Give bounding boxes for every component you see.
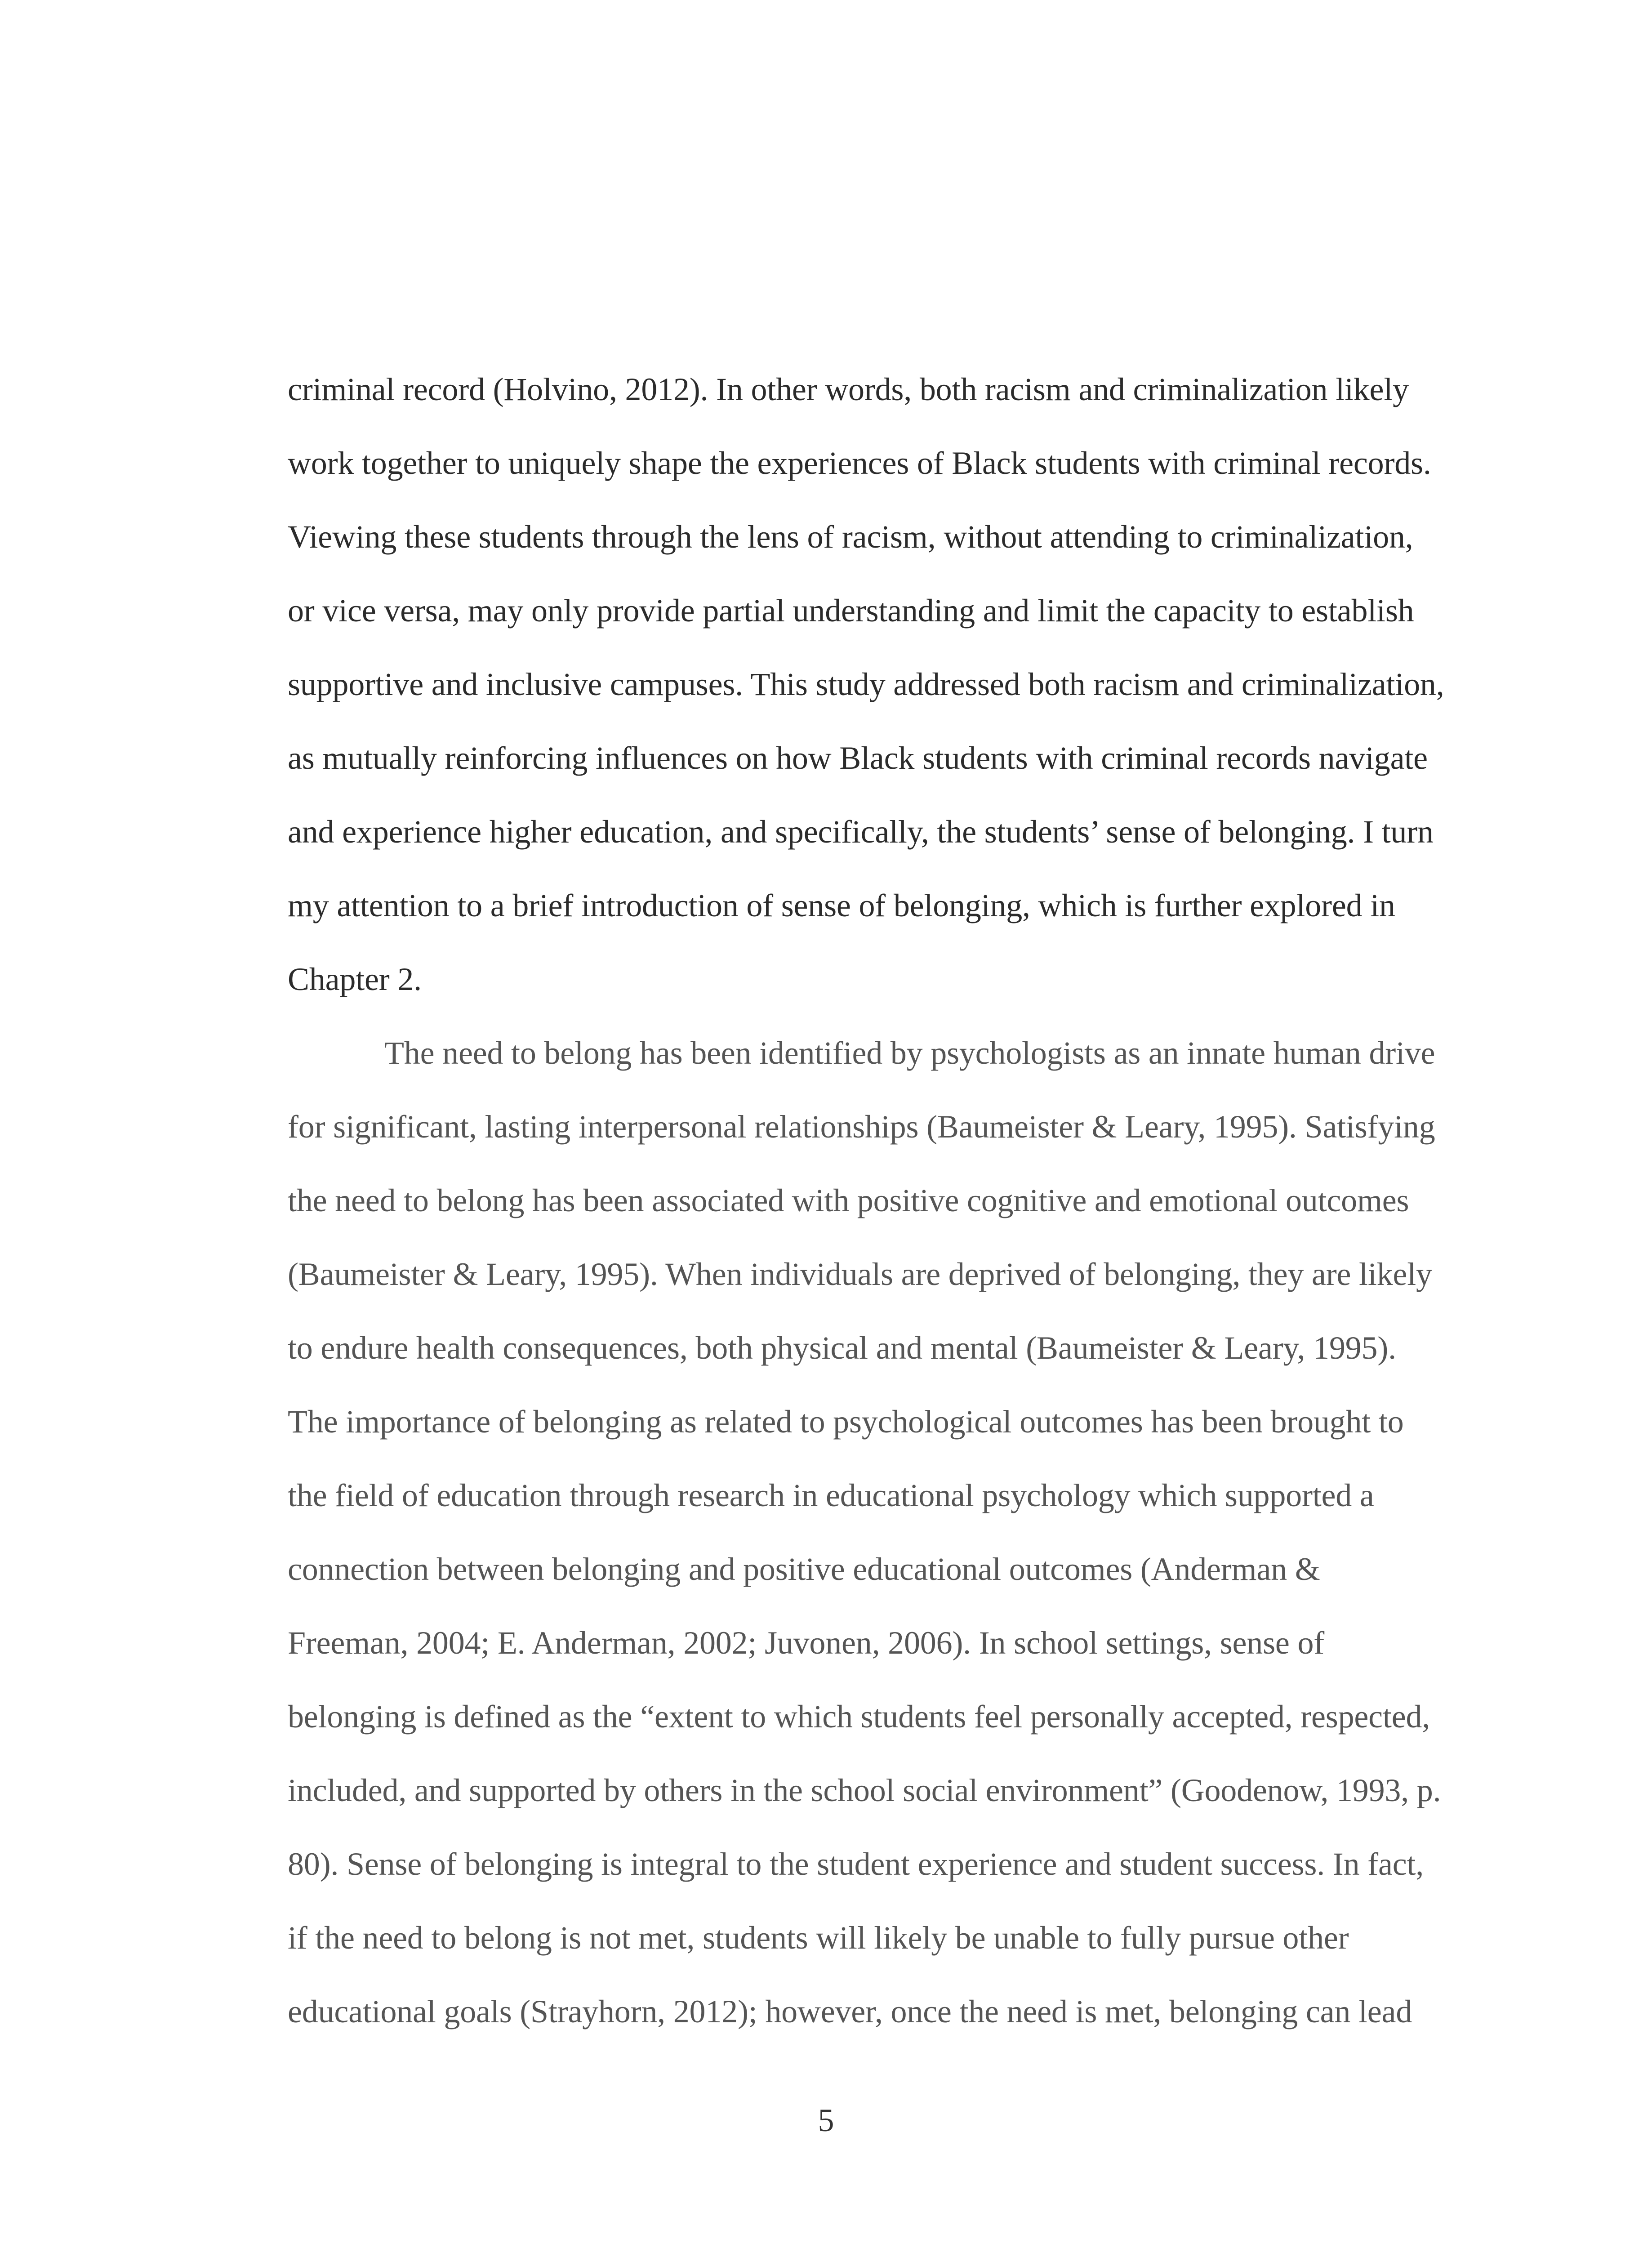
- text-line: (Baumeister & Leary, 1995). When individuals are deprived of belonging, they are likely: [288, 1256, 1432, 1292]
- text-line: included, and supported by others in the school social environment” (Goodenow, 1993, p.: [288, 1772, 1441, 1808]
- text-line: belonging is defined as the “extent to which students feel personally accepted, respected,: [288, 1699, 1430, 1735]
- text-line: connection between belonging and positive educational outcomes (Anderman &: [288, 1551, 1320, 1587]
- text-line-indented: The need to belong has been identified by psychologists as an innate human drive: [384, 1035, 1435, 1071]
- text-line: criminal record (Holvino, 2012). In other words, both racism and criminalization likely: [288, 371, 1409, 407]
- text-line: educational goals (Strayhorn, 2012); however, once the need is met, belonging can lead: [288, 1994, 1412, 2029]
- page-number: 5: [818, 2102, 834, 2138]
- text-line: supportive and inclusive campuses. This study addressed both racism and criminalization,: [288, 666, 1444, 702]
- text-line: 80). Sense of belonging is integral to the student experience and student success. In fact,: [288, 1846, 1424, 1882]
- text-line: the need to belong has been associated with positive cognitive and emotional outcomes: [288, 1182, 1409, 1218]
- text-line: The importance of belonging as related to psychological outcomes has been brought to: [288, 1404, 1404, 1440]
- text-line: and experience higher education, and specifically, the students’ sense of belonging. I turn: [288, 814, 1434, 850]
- text-line: to endure health consequences, both physical and mental (Baumeister & Leary, 1995).: [288, 1330, 1396, 1366]
- text-line: Chapter 2.: [288, 961, 422, 997]
- text-line: if the need to belong is not met, students will likely be unable to fully pursue other: [288, 1920, 1349, 1956]
- text-line: as mutually reinforcing influences on how Black students with criminal records navigate: [288, 740, 1428, 776]
- text-line: or vice versa, may only provide partial understanding and limit the capacity to establish: [288, 593, 1414, 629]
- text-line: work together to uniquely shape the experiences of Black students with criminal records.: [288, 445, 1431, 481]
- text-line: Viewing these students through the lens of racism, without attending to criminalization,: [288, 519, 1413, 555]
- text-line: Freeman, 2004; E. Anderman, 2002; Juvonen, 2006). In school settings, sense of: [288, 1625, 1325, 1661]
- text-line: my attention to a brief introduction of sense of belonging, which is further explored in: [288, 888, 1395, 923]
- text-line: for significant, lasting interpersonal relationships (Baumeister & Leary, 1995). Satisfying: [288, 1109, 1435, 1145]
- text-line: the field of education through research in educational psychology which supported a: [288, 1477, 1374, 1513]
